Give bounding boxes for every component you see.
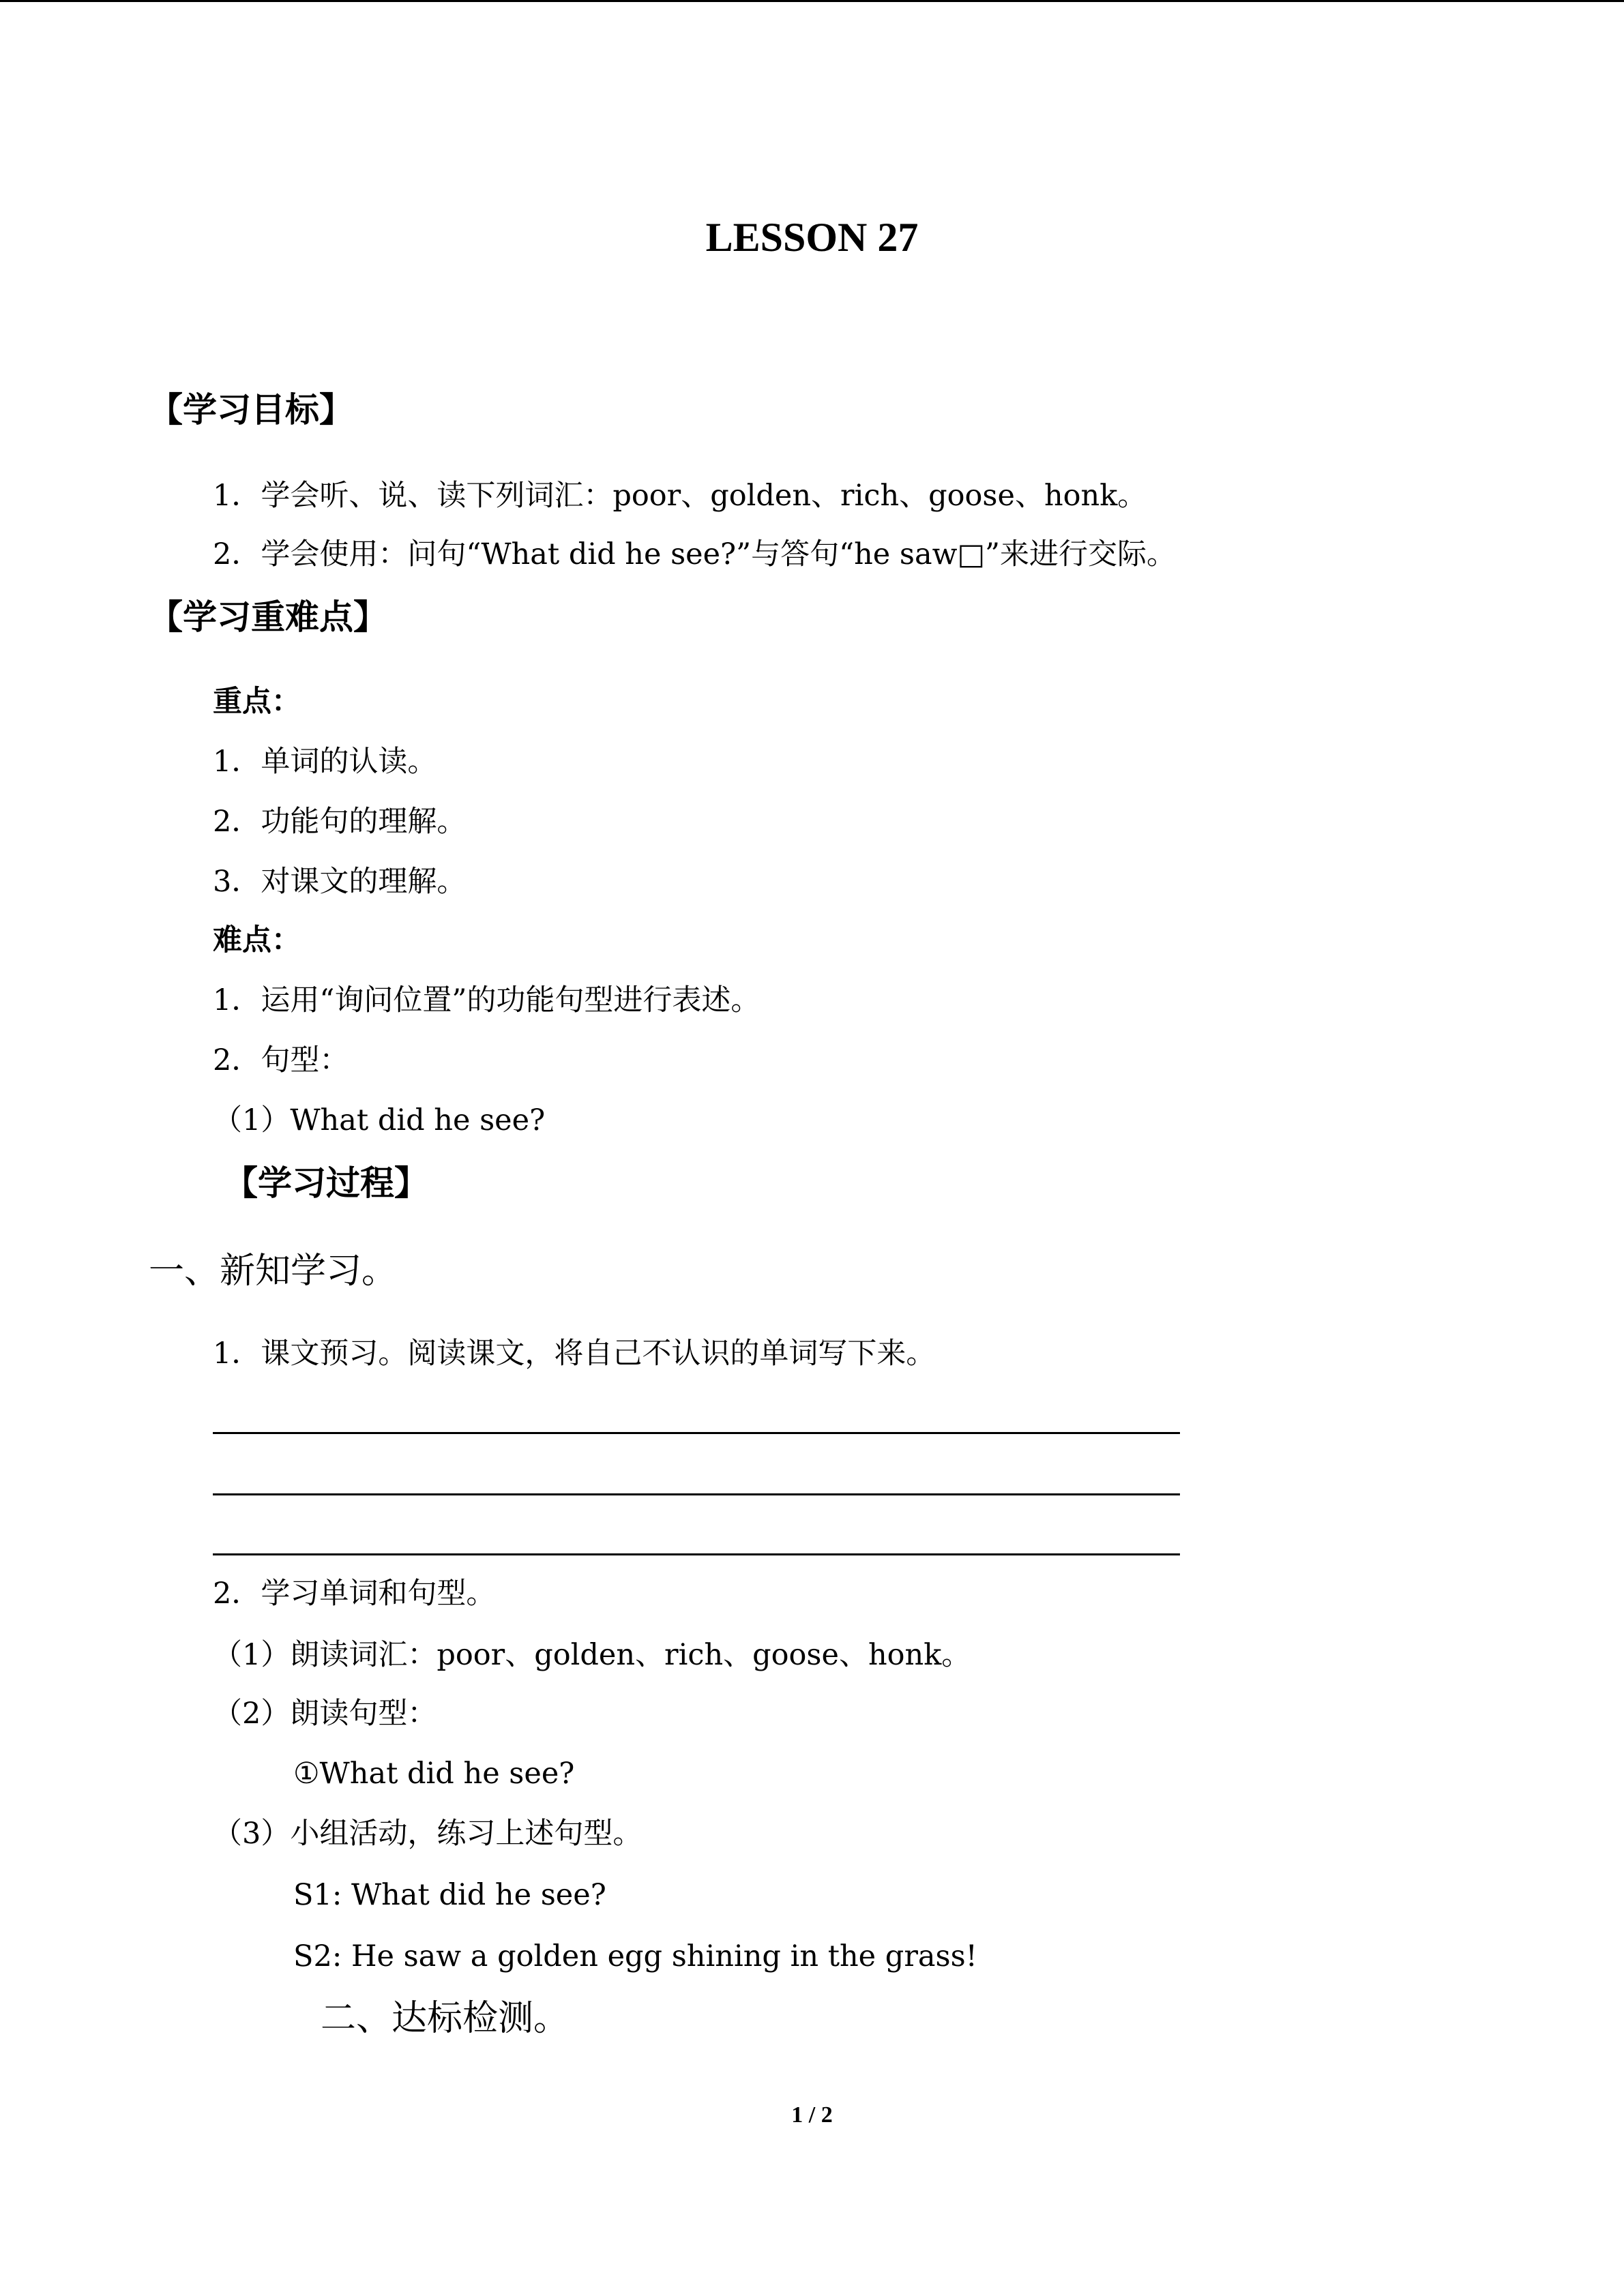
sub1-text: （1）朗读词汇：poor、golden、rich、goose、honk。: [213, 1638, 971, 1672]
dialogue-line-2: S2: He saw a golden egg shining in the grass!: [293, 1939, 977, 1973]
step1-text: 1．课文预习。阅读课文，将自己不认识的单词写下来。: [213, 1337, 936, 1371]
sub3-text: （3）小组活动，练习上述句型。: [213, 1817, 643, 1851]
focus-item-3: 3．对课文的理解。: [213, 865, 467, 899]
sub2-text: （2）朗读句型：: [213, 1697, 437, 1731]
page-number: 1 / 2: [791, 2102, 833, 2128]
objective-item-1: 1．学会听、说、读下列词汇：poor、golden、rich、goose、honk。: [213, 479, 1147, 513]
answer-line-3: [213, 1553, 1180, 1555]
difficulty-item-1: 1．运用“询问位置”的功能句型进行表述。: [213, 983, 761, 1017]
part1-heading: 一、新知学习。: [149, 1251, 398, 1292]
page-title: LESSON 27: [705, 215, 919, 260]
answer-line-1: [213, 1432, 1180, 1434]
objectives-heading: 【学习目标】: [149, 390, 353, 430]
answer-line-2: [213, 1493, 1180, 1495]
focus-item-1: 1．单词的认读。: [213, 745, 437, 779]
objective-item-2: 2．学会使用：问句“What did he see?”与答句“he saw□”来进行交际。: [213, 537, 1177, 571]
step2-text: 2．学习单词和句型。: [213, 1577, 496, 1611]
process-heading: 【学习过程】: [224, 1163, 428, 1203]
part2-heading: 二、达标检测。: [321, 1998, 570, 2039]
sentence1-text: ①What did he see?: [293, 1757, 575, 1791]
focus-label: 重点：: [213, 685, 301, 719]
difficulty-item-3: （1）What did he see?: [213, 1103, 546, 1137]
dialogue-line-1: S1: What did he see?: [293, 1878, 606, 1912]
difficulty-item-2: 2．句型：: [213, 1043, 349, 1077]
key-points-heading: 【学习重难点】: [149, 597, 387, 637]
top-border: [0, 0, 1624, 2]
focus-item-2: 2．功能句的理解。: [213, 805, 467, 839]
difficulty-label: 难点：: [213, 923, 301, 957]
